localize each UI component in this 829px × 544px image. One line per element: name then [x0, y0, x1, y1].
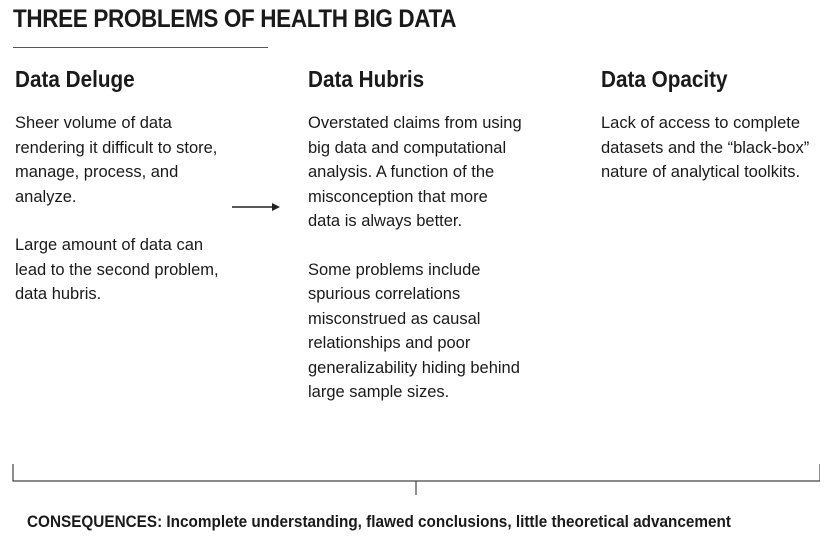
column-data-deluge [15, 66, 230, 331]
column-body [308, 111, 523, 405]
column-heading: Data Hubris [308, 66, 425, 92]
diagram-title: THREE PROBLEMS OF HEALTH BIG DATA [13, 5, 457, 33]
column-paragraph: Overstated claims from using big data and computational analysis. A function of the misconception that more data is always better. [308, 114, 522, 230]
column-body [601, 111, 821, 185]
column-body [15, 111, 230, 307]
column-paragraph: Large amount of data can lead to the second problem, data hubris. [15, 236, 219, 303]
column-heading: Data Deluge [15, 66, 135, 92]
arrow-right-icon [232, 201, 280, 213]
column-paragraph: Lack of access to complete datasets and the “black-box” nature of analytical toolkits. [601, 114, 810, 181]
column-paragraph: Some problems include spurious correlations misconstrued as causal relationships and poor generalizability hiding behind large sample sizes. [308, 260, 520, 401]
title-underline [13, 47, 268, 48]
column-paragraph: Sheer volume of data rendering it difficult to store, manage, process, and analyze. [15, 114, 218, 206]
grouping-brace [12, 461, 820, 497]
consequences-text: CONSEQUENCES: Incomplete understanding, flawed conclusions, little theoretical advancement [27, 512, 731, 531]
column-heading: Data Opacity [601, 66, 728, 92]
column-data-opacity [601, 66, 821, 209]
column-data-hubris [308, 66, 523, 429]
